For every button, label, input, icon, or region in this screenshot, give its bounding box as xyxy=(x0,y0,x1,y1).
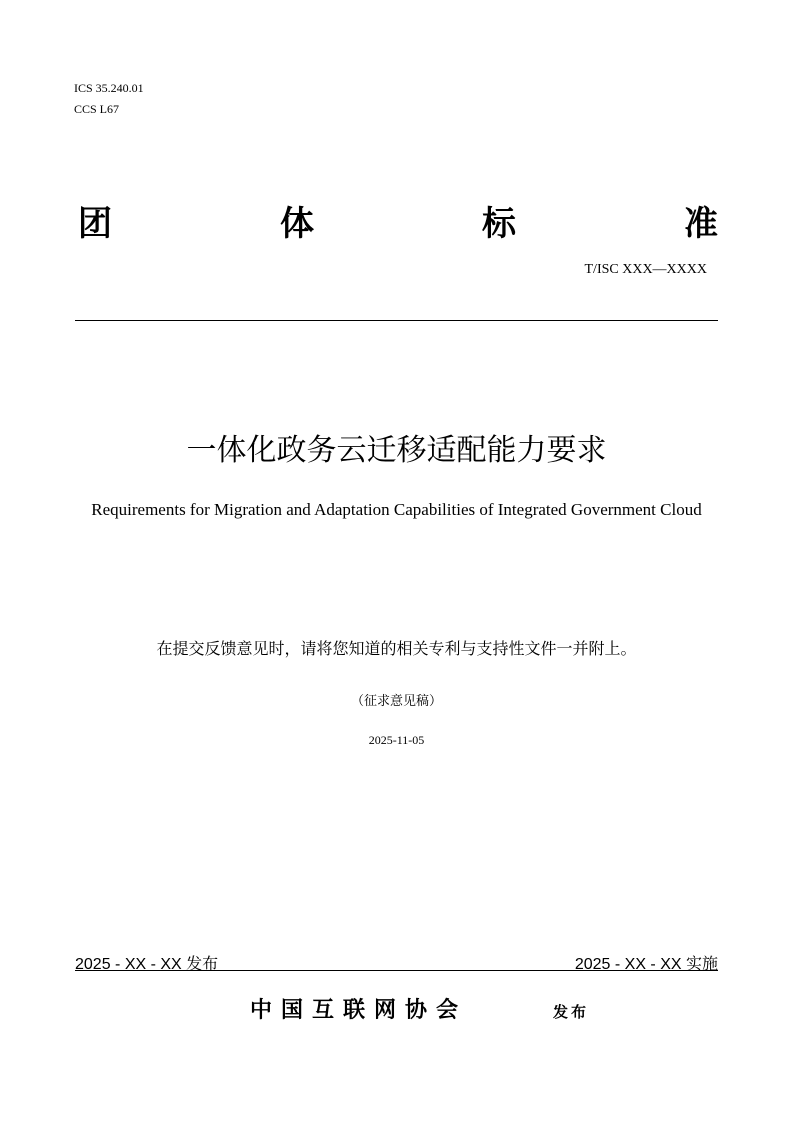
document-type-title xyxy=(78,196,718,245)
issuer-name: 中国互联网协会 xyxy=(250,998,468,1023)
issuer-suffix: 发布 xyxy=(553,1003,590,1021)
divider xyxy=(75,970,718,971)
divider xyxy=(75,320,718,321)
doc-type-char: 标 xyxy=(482,204,516,244)
classification-codes xyxy=(74,78,144,120)
implement-date: 2025 - XX - XX 实施 xyxy=(574,956,718,973)
title-english: Requirements for Migration and Adaptation Capabilities of Integrated Government Cloud xyxy=(91,500,702,519)
doc-type-char: 团 xyxy=(78,204,112,244)
standard-number: T/ISC XXX—XXXX xyxy=(584,262,707,277)
publish-date: 2025 - XX - XX 发布 xyxy=(75,956,219,973)
title-chinese: 一体化政务云迁移适配能力要求 xyxy=(186,433,607,468)
doc-type-char: 体 xyxy=(280,204,314,244)
ics-code: ICS 35.240.01 xyxy=(74,81,144,95)
draft-date: 2025-11-05 xyxy=(368,733,425,747)
doc-type-char: 准 xyxy=(684,204,718,244)
draft-status: （征求意见稿） xyxy=(350,693,442,708)
patent-note: 在提交反馈意见时，请将您知道的相关专利与支持性文件一并附上。 xyxy=(156,641,637,658)
ccs-code: CCS L67 xyxy=(74,102,120,116)
